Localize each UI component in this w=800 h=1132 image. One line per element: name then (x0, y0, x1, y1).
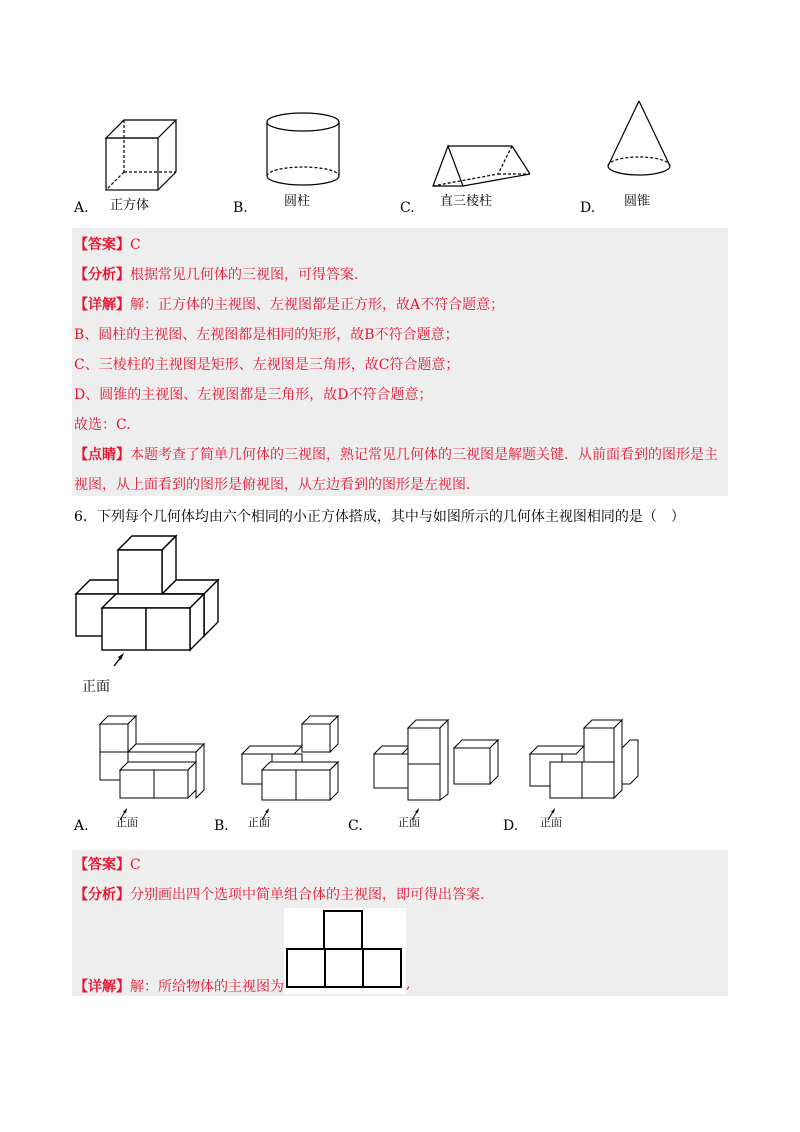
option-c-letter: C. (400, 200, 415, 216)
q6-analysis-tag: 【分析】 (74, 887, 130, 903)
option-b-figure (238, 714, 350, 806)
option-d-letter: D. (580, 200, 596, 216)
option-a-letter: A. (74, 200, 89, 216)
q6-option-d-letter: D. (503, 818, 519, 834)
question-6-text: 6．下列每个几何体均由六个相同的小正方体搭成，其中与如图所示的几何体主视图相同的是（ ） (74, 509, 685, 525)
option-a-label: 正方体 (110, 198, 150, 213)
detail-line-2: B、圆柱的主视图、左视图都是相同的矩形，故B不符合题意； (74, 327, 459, 343)
answer-tag: 【答案】 (74, 237, 130, 253)
main-cube-figure (74, 536, 224, 658)
answer-panel-q6 (72, 850, 728, 996)
comment-tag: 【点睛】 (74, 447, 130, 463)
option-b-letter: B. (233, 200, 248, 216)
detail-line-4: D、圆锥的主视图、左视图都是三角形，故D不符合题意； (74, 387, 433, 403)
q6-detail-end: , (406, 976, 411, 992)
comment-line-2: 视图，从上面看到的图形是俯视图，从左边看到的图形是左视图. (74, 477, 471, 493)
option-c-label: 直三棱柱 (440, 194, 493, 209)
answer-panel-q5 (72, 228, 728, 496)
answer-value: C (130, 237, 141, 253)
q6-option-a-front: 正面 (116, 816, 138, 829)
option-c-figure (370, 714, 506, 806)
q6-answer-value: C (130, 857, 141, 873)
cylinder-figure (262, 110, 346, 194)
option-d-figure (526, 714, 644, 806)
main-front-label: 正面 (82, 679, 110, 695)
q6-option-c-front: 正面 (398, 816, 420, 829)
detail-line-5: 故选：C. (74, 417, 131, 433)
analysis-tag: 【分析】 (74, 267, 130, 283)
front-view-figure (284, 908, 406, 994)
option-b-label: 圆柱 (284, 194, 311, 209)
detail-line-1: 解：正方体的主视图、左视图都是正方形，故A不符合题意； (130, 297, 505, 313)
analysis-text: 根据常见几何体的三视图，可得答案. (130, 267, 359, 283)
detail-tag: 【详解】 (74, 297, 130, 313)
q6-detail-tag: 【详解】 (74, 979, 130, 995)
option-d-label: 圆锥 (624, 194, 651, 209)
q6-option-b-front: 正面 (248, 816, 270, 829)
comment-line-1: 本题考查了简单几何体的三视图，熟记常见几何体的三视图是解题关键．从前面看到的图形是主 (130, 447, 718, 463)
prism-figure (428, 138, 538, 194)
cube-figure (100, 110, 190, 200)
q6-option-a-letter: A. (74, 818, 89, 834)
q6-option-c-letter: C. (348, 818, 363, 834)
q6-detail-text: 解：所给物体的主视图为 (130, 979, 284, 995)
q6-answer-tag: 【答案】 (74, 857, 130, 873)
detail-line-3: C、三棱柱的主视图是矩形、左视图是三角形，故C符合题意； (74, 357, 460, 373)
q6-analysis-text: 分别画出四个选项中简单组合体的主视图，即可得出答案. (130, 887, 485, 903)
option-a-figure (96, 714, 208, 806)
q6-option-b-letter: B. (214, 818, 229, 834)
q6-option-d-front: 正面 (540, 816, 562, 829)
cone-figure (604, 98, 674, 190)
